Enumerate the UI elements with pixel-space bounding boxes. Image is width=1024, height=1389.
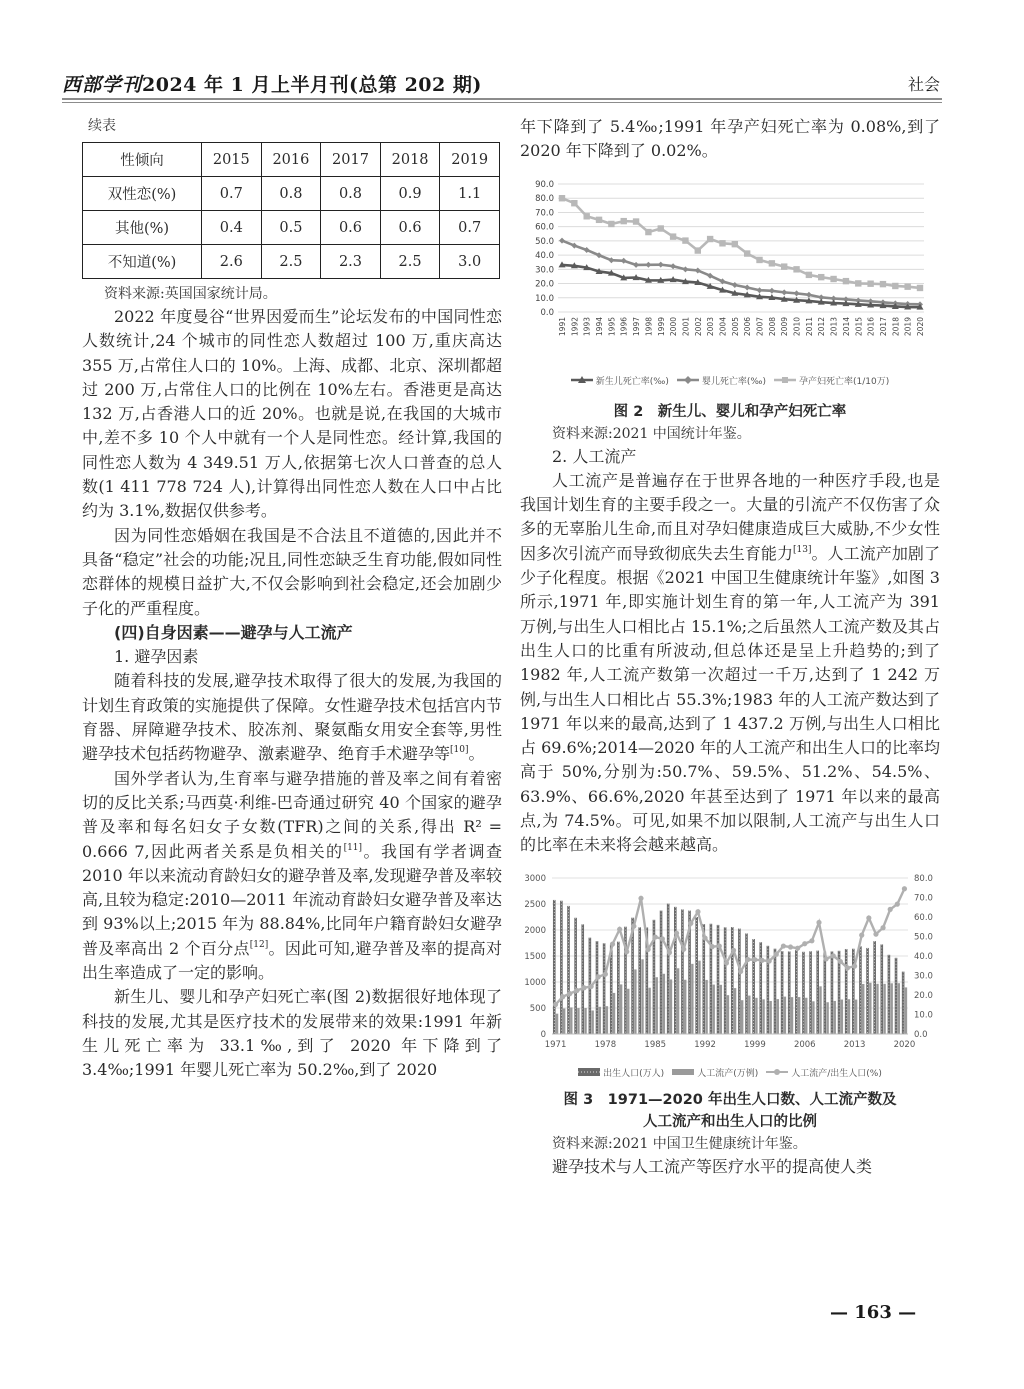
header-rule	[62, 98, 942, 100]
svg-text:2004: 2004	[718, 316, 728, 336]
svg-text:10.0: 10.0	[914, 1010, 933, 1021]
svg-text:0.0: 0.0	[540, 307, 554, 318]
figure-3-caption-line1: 图 3 1971—2020 年出生人口数、人工流产数及	[563, 1091, 897, 1108]
running-header	[62, 68, 942, 98]
svg-text:30.0: 30.0	[535, 264, 554, 275]
table-cell: 0.4	[202, 211, 262, 245]
svg-text:2013: 2013	[829, 316, 839, 336]
svg-text:2018: 2018	[891, 316, 901, 336]
svg-text:2016: 2016	[866, 316, 876, 336]
line-marker-icon	[766, 1068, 788, 1076]
paragraph: 2022 年度曼谷“世界因爱而生”论坛发布的中国同性恋人数统计,24 个城市的同性恋人数超过 100 万,重庆高达 355 万,占常住人口的 10%。上海、成都、北京、深圳都超过 200 万,占常住人口的比例在 10%左右。香港更是高达 132 万,占香港人口的近 20%。也就是说,在我国的大城市中,差不多 10 个人中就有一个人是同性恋。经计算,我国的同性恋人数为 4 349.51 万人,依据第七次人口普查的总人数(1 411 778 724 人),计算得出同性恋人数在人口中占比约为 3.1%,数据仅供参考。	[82, 307, 502, 521]
svg-text:2020: 2020	[893, 1039, 916, 1050]
issue-info: 2024 年 1 月上半月刊(总第 202 期)	[142, 74, 482, 96]
table-cell: 0.9	[380, 177, 440, 211]
table-header-cell: 2017	[321, 143, 381, 177]
svg-text:2003: 2003	[706, 316, 716, 336]
svg-text:20.0: 20.0	[914, 990, 933, 1001]
legend-item	[774, 374, 889, 387]
right-column	[520, 115, 940, 1179]
paragraph	[82, 767, 502, 986]
svg-text:1995: 1995	[607, 316, 617, 336]
svg-text:10.0: 10.0	[535, 293, 554, 304]
figure-2-caption: 图 2 新生儿、婴儿和孕产妇死亡率	[613, 403, 847, 420]
table-header-cell: 性倾向	[83, 143, 202, 177]
legend-label: 婴儿死亡率(‰)	[701, 376, 766, 387]
svg-text:1998: 1998	[644, 316, 654, 336]
paragraph-text: 。	[468, 744, 485, 764]
table-header-cell: 2016	[261, 143, 321, 177]
paragraph	[520, 469, 940, 858]
citation-ref: [12]	[249, 939, 269, 950]
legend-item	[677, 374, 766, 387]
figure-3-caption-line2: 人工流产和出生人口的比例	[643, 1113, 817, 1130]
svg-text:1978: 1978	[594, 1039, 617, 1050]
svg-text:80.0: 80.0	[535, 193, 554, 204]
svg-text:2000: 2000	[669, 316, 679, 336]
table-cell: 2.5	[380, 245, 440, 279]
svg-text:2500: 2500	[524, 899, 546, 910]
table-row	[83, 177, 500, 211]
paragraph: 避孕技术与人工流产等医疗水平的提高使人类	[552, 1156, 873, 1176]
svg-text:80.0: 80.0	[914, 873, 933, 884]
table-row	[83, 211, 500, 245]
legend-label: 孕产妇死亡率(1/10万)	[798, 376, 890, 387]
svg-text:30.0: 30.0	[914, 971, 933, 982]
svg-text:2014: 2014	[841, 316, 851, 336]
svg-text:40.0: 40.0	[535, 250, 554, 261]
table-cell: 2.3	[321, 245, 381, 279]
figure-3-source: 资料来源:2021 中国卫生健康统计年鉴。	[552, 1135, 807, 1152]
page-number: — 163 —	[830, 1302, 917, 1323]
svg-text:2006: 2006	[793, 1039, 816, 1050]
table-row	[83, 245, 500, 279]
left-column	[82, 115, 502, 1083]
svg-text:1996: 1996	[619, 316, 629, 336]
legend-item	[578, 1066, 664, 1079]
svg-text:2001: 2001	[681, 316, 691, 336]
paragraph	[82, 669, 502, 766]
table-cell: 0.5	[261, 211, 321, 245]
svg-text:2009: 2009	[780, 316, 790, 336]
legend-label: 新生儿死亡率(‰)	[595, 376, 669, 387]
table-cell: 其他(%)	[83, 211, 202, 245]
table-cell: 0.8	[321, 177, 381, 211]
table-cell: 0.6	[380, 211, 440, 245]
table-caption: 续表	[88, 118, 116, 134]
svg-text:60.0: 60.0	[535, 222, 554, 233]
subsection-heading: 1. 避孕因素	[114, 647, 199, 667]
header-rule-thin	[62, 102, 942, 103]
figure-2-source: 资料来源:2021 中国统计年鉴。	[552, 425, 751, 442]
table-cell: 0.7	[440, 211, 500, 245]
journal-logo: 西部学刊	[62, 74, 143, 96]
svg-text:2005: 2005	[730, 316, 740, 336]
svg-text:500: 500	[529, 1003, 546, 1014]
triangle-marker-icon	[571, 376, 593, 384]
table-cell: 0.7	[202, 177, 262, 211]
svg-text:1500: 1500	[524, 951, 546, 962]
figure-3-chart	[520, 868, 940, 1079]
svg-text:1993: 1993	[582, 316, 592, 336]
table-cell: 0.8	[261, 177, 321, 211]
table-cell: 3.0	[440, 245, 500, 279]
svg-text:1994: 1994	[595, 316, 605, 336]
svg-text:3000: 3000	[524, 873, 546, 884]
table-cell: 不知道(%)	[83, 245, 202, 279]
square-marker-icon	[774, 376, 796, 384]
table-cell: 0.6	[321, 211, 381, 245]
chart-legend	[520, 374, 940, 387]
svg-text:2019: 2019	[903, 316, 913, 336]
svg-text:1971: 1971	[544, 1039, 567, 1050]
legend-item	[766, 1066, 882, 1079]
svg-text:1985: 1985	[644, 1039, 667, 1050]
paragraph-text: 随着科技的发展,避孕技术取得了很大的发展,为我国的计划生育政策的实施提供了保障。女性避孕技术包括宫内节育器、屏障避孕技术、胶冻剂、聚氨酯女用安全套等,男性避孕技术包括药物避孕、激素避孕、绝育手术避孕等	[82, 671, 502, 764]
svg-text:2012: 2012	[817, 316, 827, 336]
citation-ref: [11]	[343, 842, 363, 853]
svg-text:40.0: 40.0	[914, 951, 933, 962]
legend-label: 人工流产/出生人口(%)	[791, 1068, 882, 1079]
figure-2-chart	[520, 172, 940, 387]
svg-text:0: 0	[540, 1029, 546, 1040]
svg-text:70.0: 70.0	[914, 893, 933, 904]
svg-text:90.0: 90.0	[535, 179, 554, 190]
svg-text:1992: 1992	[694, 1039, 716, 1050]
svg-text:50.0: 50.0	[914, 932, 933, 943]
paragraph-text: 国外学者认为,生育率与避孕措施的普及率之间有着密切的反比关系;马西莫·利维-巴奇通过研究 40 个国家的避孕普及率和每名妇女子女数(TFR)之间的关系,得出 R² = 0.666 7,因此两者关系是负相关的	[82, 768, 502, 861]
table-source: 资料来源:英国国家统计局。	[104, 286, 277, 302]
table-header-cell: 2019	[440, 143, 500, 177]
chart-legend	[520, 1066, 940, 1079]
legend-label: 人工流产(万例)	[697, 1068, 759, 1079]
legend-item	[571, 374, 669, 387]
legend-label: 出生人口(万人)	[603, 1068, 665, 1079]
svg-text:2008: 2008	[767, 316, 777, 336]
paragraph-text: 人工流产是普遍存在于世界各地的一种医疗手段,也是我国计划生育的主要手段之一。大量的引流产不仅伤害了众多的无辜胎儿生命,而且对孕妇健康造成巨大威胁,不少女性因多次引流产而导致彻底失去生育能力	[520, 470, 940, 563]
hatched-bar-icon	[578, 1068, 600, 1076]
svg-text:1000: 1000	[524, 977, 546, 988]
section-heading: (四)自身因素——避孕与人工流产	[114, 622, 353, 642]
svg-text:1992: 1992	[570, 316, 580, 336]
svg-text:2010: 2010	[792, 316, 802, 336]
solid-bar-icon	[672, 1068, 694, 1076]
svg-text:70.0: 70.0	[535, 208, 554, 219]
svg-text:0.0: 0.0	[914, 1029, 928, 1040]
abortion-birth-combo-chart	[520, 868, 940, 1060]
svg-text:2015: 2015	[854, 316, 864, 336]
svg-text:1999: 1999	[744, 1039, 766, 1050]
diamond-marker-icon	[677, 376, 699, 384]
legend-item	[672, 1066, 758, 1079]
svg-text:2020: 2020	[916, 316, 925, 336]
paragraph-text: 。人工流产加剧了少子化程度。根据《2021 中国卫生健康统计年鉴》,如图 3 所示,1971 年,即实施计划生育的第一年,人工流产为 391 万例,与出生人口相比占 15.1%;之后虽然人工流产数及其占出生人口的比重有所波动,但总体还是呈上升趋势的;到了 1982 年,人工流产数第一次超过一千万,达到了 1 242 万例,与出生人口相比占 55.3%;1983 年的人工流产数达到了 1971 年以来的最高,达到了 1 437.2 万例,与出生人口相比占 69.6%;2014—2020 年的人工流产和出生人口的比率均高于 50%,分别为:50.7%、59.5%、51.2%、54.5%、63.9%、66.6%,2020 年甚至达到了 1971 年以来的最高点,为 74.5%。可见,如果不加以限制,人工流产与出生人口的比率在未来将会越来越高。	[520, 543, 940, 855]
svg-text:2000: 2000	[524, 925, 546, 936]
svg-text:20.0: 20.0	[535, 279, 554, 290]
table-cell: 2.5	[261, 245, 321, 279]
section-label: 社会	[907, 75, 940, 94]
paragraph: 新生儿、婴儿和孕产妇死亡率(图 2)数据很好地体现了科技的发展,尤其是医疗技术的发展带来的效果:1991 年新生儿死亡率为 33.1‰,到了 2020 年下降到了 3.4‰;1991 年婴儿死亡率为 50.2‰,到了 2020	[82, 987, 502, 1080]
citation-ref: [13]	[793, 544, 812, 555]
table-header-cell: 2018	[380, 143, 440, 177]
svg-text:2006: 2006	[743, 316, 753, 336]
svg-text:60.0: 60.0	[914, 912, 933, 923]
svg-text:1991: 1991	[558, 316, 567, 336]
table-cell: 2.6	[202, 245, 262, 279]
svg-text:1997: 1997	[632, 316, 642, 336]
paragraph: 因为同性恋婚姻在我国是不合法且不道德的,因此并不具备“稳定”社会的功能;况且,同性恋缺乏生育功能,假如同性恋群体的规模日益扩大,不仅会影响到社会稳定,还会加剧少子化的严重程度。	[82, 525, 502, 618]
orientation-table	[82, 142, 500, 279]
svg-text:2011: 2011	[804, 316, 814, 336]
paragraph: 年下降到了 5.4‰;1991 年孕产妇死亡率为 0.08%,到了 2020 年下降到了 0.02%。	[520, 117, 940, 161]
svg-text:2013: 2013	[843, 1039, 866, 1050]
mortality-line-chart	[520, 172, 940, 372]
table-header-cell: 2015	[202, 143, 262, 177]
table-cell: 1.1	[440, 177, 500, 211]
citation-ref: [10]	[450, 745, 469, 756]
table-header-row	[83, 143, 500, 177]
svg-text:2002: 2002	[693, 316, 703, 336]
svg-text:2007: 2007	[755, 316, 765, 336]
svg-text:50.0: 50.0	[535, 236, 554, 247]
paragraph-text: 。因此可知,避孕普及率的提高对出生率造成了一定的影响。	[82, 938, 502, 983]
journal-title	[62, 70, 482, 97]
svg-text:1999: 1999	[656, 316, 666, 336]
paragraph-text: 。我国有学者调查 2010 年以来流动育龄妇女的避孕普及率,发现避孕普及率较高,且较为稳定:2010—2011 年流动育龄妇女避孕普及率达到 93%以上;2015 年为 88.84%,比同年户籍育龄妇女避孕普及率高出 2 个百分点	[82, 841, 502, 958]
subsection-heading: 2. 人工流产	[552, 446, 637, 466]
table-cell: 双性恋(%)	[83, 177, 202, 211]
svg-text:2017: 2017	[878, 316, 888, 336]
